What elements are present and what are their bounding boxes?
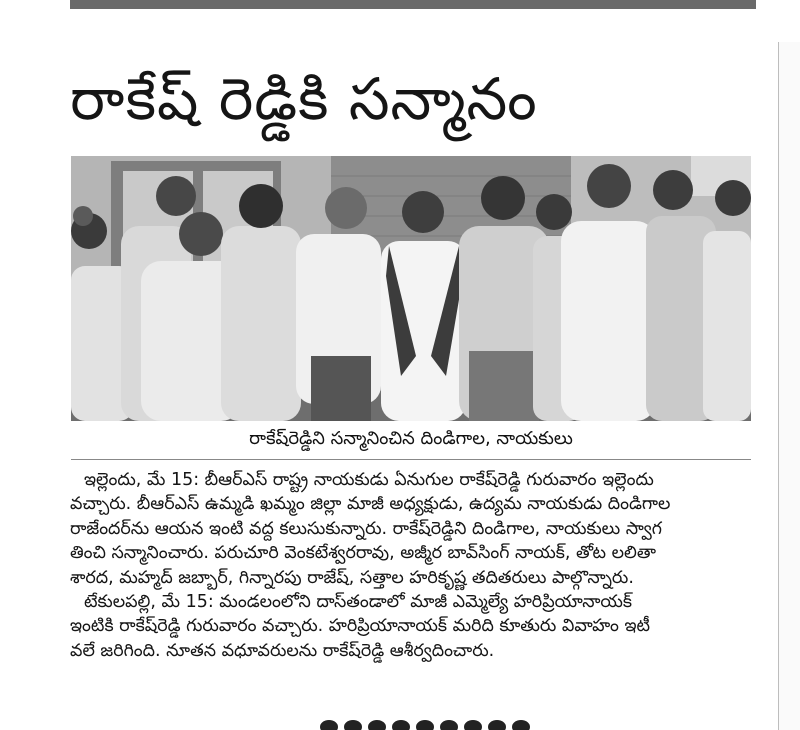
group-photo-image (71, 156, 751, 421)
paragraph-line: వలే జరిగింది. నూతన వధూవరులను రాకేష్‌రెడ్డి ఆశీర్వదించారు. (70, 640, 495, 661)
paragraph-line: రాజేందర్‌ను ఆయన ఇంటి వద్ద కలుసుకున్నారు. రాకేష్‌రెడ్డిని దిండిగాల, నాయకులు స్వాగ (70, 518, 662, 539)
paragraph-line: ఇంటికి రాకేష్‌రెడ్డి గురువారం వచ్చారు. హరిప్రియానాయక్ మరిది కూతురు వివాహం ఇటీ (70, 616, 651, 637)
headline: రాకేష్ రెడ్డికి సన్మానం (70, 65, 538, 133)
paragraph-line: ఇల్లెందు, మే 15: బీఆర్ఎస్ రాష్ట్ర నాయకుడు ఏనుగుల రాకేష్‌రెడ్డి గురువారం ఇల్లెందు (84, 470, 654, 490)
article-body (70, 468, 770, 663)
paragraph-line: వచ్చారు. బీఆర్ఎస్ ఉమ్మడి ఖమ్మం జిల్లా మాజీ అధ్యక్షుడు, ఉద్యమ నాయకుడు దిండిగాల (70, 494, 671, 515)
paragraph-line: టేకులపల్లి, మే 15: మండలంలోని దాస్‌తండాలో మాజీ ఎమ్మెల్యే హరిప్రియానాయక్ (84, 592, 633, 613)
paragraph-line: శారద, మహ్మద్ జబ్బార్, గిన్నారపు రాజేష్, సత్తాల హరికృష్ణ తదితరులు పాల్గొన్నారు. (70, 567, 634, 588)
photo-caption: రాకేష్‌రెడ్డిని సన్మానించిన దిండిగాల, నాయకులు (249, 428, 573, 449)
paragraph-line: తించి సన్మానించారు. పరుచూరి వెంకటేశ్వరరావు, అజ్మీర బావ్‌సింగ్ నాయక్, తోట లలితా (70, 543, 656, 564)
caption-divider (71, 459, 751, 460)
top-rule (70, 0, 756, 9)
next-headline-cut-off (320, 720, 560, 730)
adjacent-column-edge (778, 42, 800, 730)
